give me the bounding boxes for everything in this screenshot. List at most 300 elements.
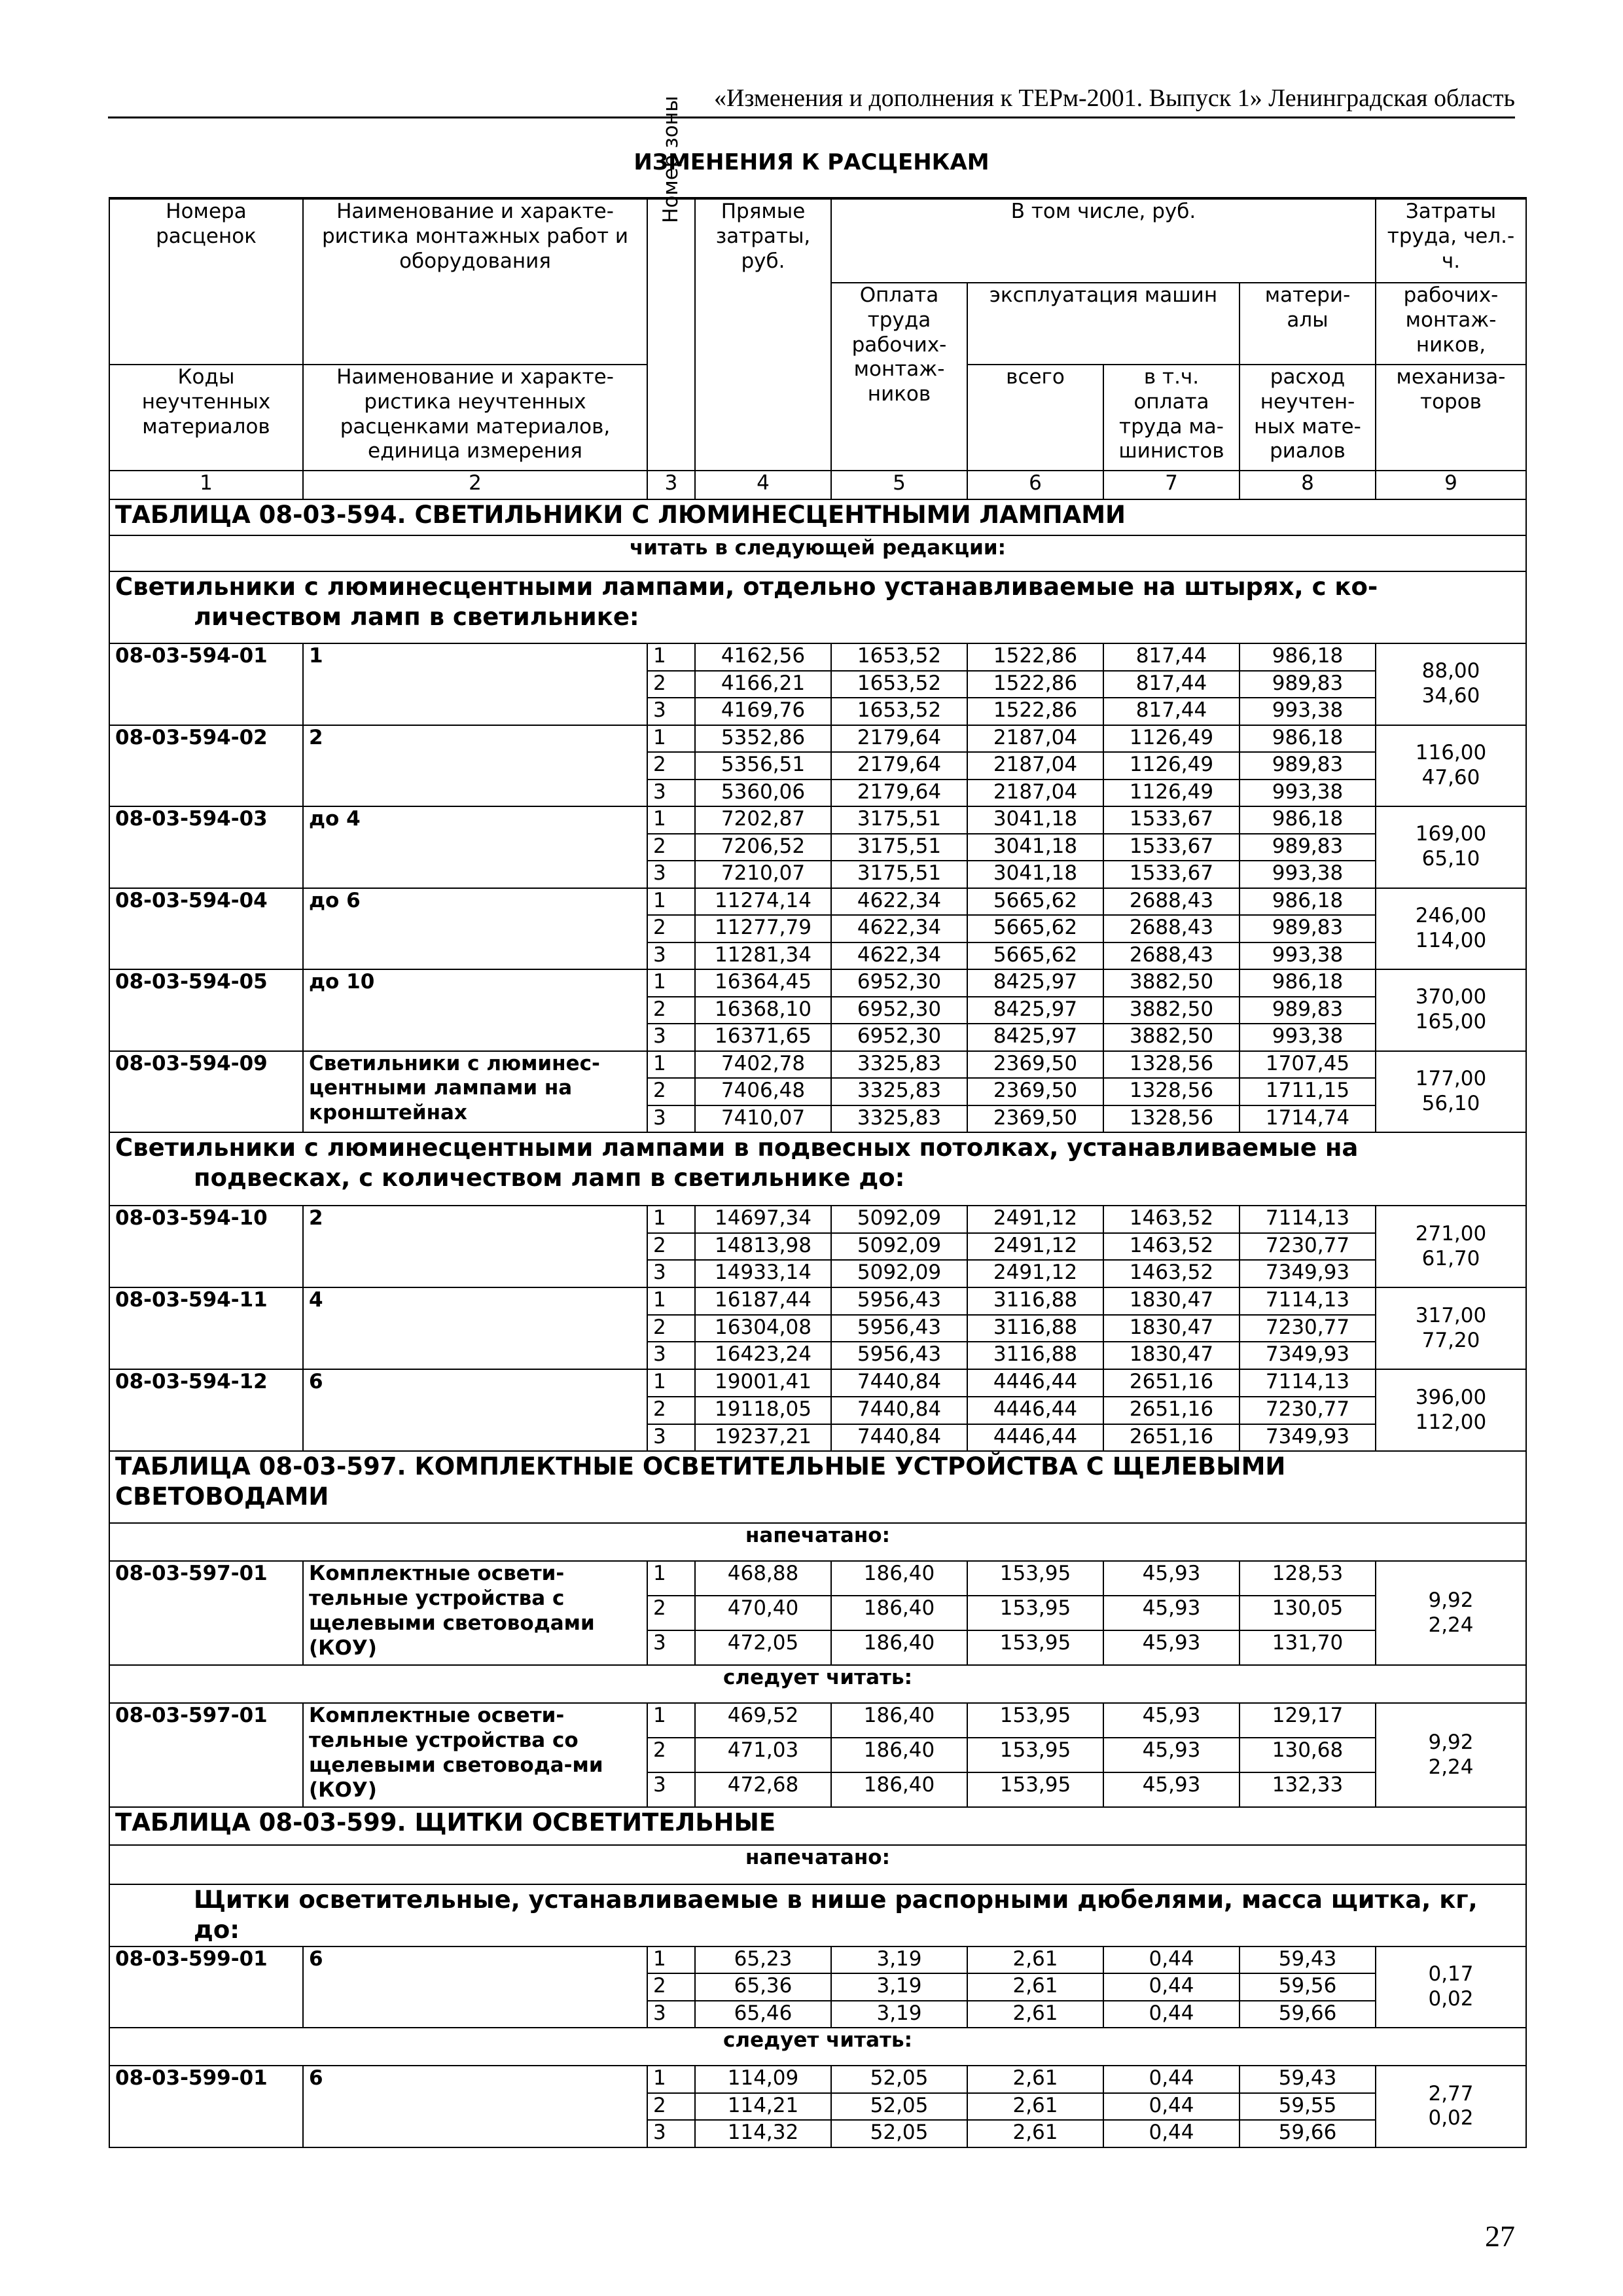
cost-direct: 19001,41	[695, 1369, 831, 1397]
labor-workers: 9,92	[1428, 1588, 1474, 1612]
cost-pay: 2179,64	[831, 752, 967, 780]
cost-pay: 3175,51	[831, 861, 967, 888]
work-name: 2	[303, 1206, 647, 1287]
cost-direct: 16364,45	[695, 969, 831, 997]
cost-pay: 52,05	[831, 2093, 967, 2121]
cost-mach: 5665,62	[967, 888, 1103, 916]
cost-pay: 3325,83	[831, 1051, 967, 1079]
rate-code: 08-03-597-01	[109, 1703, 303, 1807]
cost-direct: 16304,08	[695, 1315, 831, 1342]
cost-mpay: 817,44	[1103, 643, 1240, 671]
labor-workers: 271,00	[1415, 1221, 1487, 1246]
header-workers: рабочих-монтаж-ников,	[1376, 283, 1526, 365]
cost-mach: 153,95	[967, 1630, 1103, 1665]
cost-mach: 3041,18	[967, 806, 1103, 834]
table-row	[109, 1051, 1526, 1079]
cost-mpay: 0,44	[1103, 2093, 1240, 2121]
labor-workers: 9,92	[1428, 1730, 1474, 1754]
column-number: 6	[967, 471, 1103, 499]
cost-mat: 7114,13	[1240, 1369, 1376, 1397]
cost-mach: 3116,88	[967, 1287, 1103, 1315]
labor-workers: 88,00	[1421, 659, 1480, 683]
cost-mpay: 1126,49	[1103, 780, 1240, 807]
rate-code: 08-03-599-01	[109, 2066, 303, 2147]
table-row	[109, 1369, 1526, 1397]
cost-mach: 2,61	[967, 2066, 1103, 2093]
cost-mach: 1522,86	[967, 698, 1103, 725]
cost-mach: 2,61	[967, 2120, 1103, 2147]
labor-costs	[1376, 1206, 1526, 1287]
zone-number: 3	[647, 698, 695, 725]
cost-mach: 2187,04	[967, 725, 1103, 753]
cost-pay: 4622,34	[831, 942, 967, 970]
column-number: 1	[109, 471, 303, 499]
cost-direct: 16371,65	[695, 1024, 831, 1051]
header-rule	[108, 117, 1515, 118]
labor-mechanics: 112,00	[1415, 1410, 1487, 1434]
cost-mat: 989,83	[1240, 834, 1376, 861]
cost-pay: 7440,84	[831, 1424, 967, 1452]
zone-number: 1	[647, 1703, 695, 1738]
header-machines: эксплуатация машин	[967, 283, 1240, 365]
header-consumption: расход неучтен-ных мате-риалов	[1240, 365, 1376, 471]
table-row	[109, 806, 1526, 834]
zone-number: 3	[647, 1630, 695, 1665]
work-name: Светильники с люминес-центными лампами на кронштейнах	[303, 1051, 647, 1133]
cost-mat: 989,83	[1240, 997, 1376, 1024]
table-597-title-text: СВЕТОВОДАМИ	[115, 1482, 329, 1511]
zone-number: 1	[647, 888, 695, 916]
table-row	[109, 1946, 1526, 1974]
labor-costs	[1376, 725, 1526, 807]
cost-mach: 1522,86	[967, 643, 1103, 671]
column-number: 8	[1240, 471, 1376, 499]
cost-mpay: 2688,43	[1103, 888, 1240, 916]
labor-mechanics: 56,10	[1421, 1091, 1480, 1115]
rate-code: 08-03-594-11	[109, 1287, 303, 1369]
cost-mpay: 0,44	[1103, 2120, 1240, 2147]
labor-costs	[1376, 643, 1526, 725]
cost-pay: 3325,83	[831, 1078, 967, 1105]
cost-pay: 186,40	[831, 1561, 967, 1596]
cost-mach: 2187,04	[967, 780, 1103, 807]
cost-mpay: 1126,49	[1103, 752, 1240, 780]
cost-direct: 16368,10	[695, 997, 831, 1024]
cost-mat: 59,43	[1240, 1946, 1376, 1974]
zone-number: 2	[647, 1738, 695, 1772]
cost-mat: 7230,77	[1240, 1397, 1376, 1424]
zone-number: 2	[647, 2093, 695, 2121]
rate-code: 08-03-594-02	[109, 725, 303, 807]
table-594-note	[109, 535, 1526, 571]
cost-mpay: 1533,67	[1103, 861, 1240, 888]
cost-direct: 7402,78	[695, 1051, 831, 1079]
cost-pay: 5092,09	[831, 1260, 967, 1287]
cost-mach: 8425,97	[967, 1024, 1103, 1051]
cost-mach: 2,61	[967, 1946, 1103, 1974]
cost-mpay: 3882,50	[1103, 969, 1240, 997]
work-name: 4	[303, 1287, 647, 1369]
cost-mach: 1522,86	[967, 671, 1103, 698]
table-row	[109, 1287, 1526, 1315]
table-597-printed-text: напечатано:	[745, 1524, 890, 1548]
cost-direct: 4162,56	[695, 643, 831, 671]
column-number: 3	[647, 471, 695, 499]
cost-mach: 2,61	[967, 1973, 1103, 2001]
cost-mpay: 1533,67	[1103, 834, 1240, 861]
zone-number: 3	[647, 861, 695, 888]
cost-mach: 153,95	[967, 1772, 1103, 1807]
zone-number: 1	[647, 1287, 695, 1315]
labor-mechanics: 114,00	[1415, 928, 1487, 952]
table-594-note-text: читать в следующей редакции:	[630, 536, 1006, 560]
cost-mpay: 2688,43	[1103, 915, 1240, 942]
table-599-should-text: следует читать:	[723, 2028, 912, 2053]
zone-number: 2	[647, 671, 695, 698]
cost-mach: 2369,50	[967, 1078, 1103, 1105]
zone-number: 1	[647, 1561, 695, 1596]
cost-mpay: 45,93	[1103, 1561, 1240, 1596]
header-mechanics: механиза-торов	[1376, 365, 1526, 471]
cost-mat: 989,83	[1240, 671, 1376, 698]
labor-workers: 317,00	[1415, 1303, 1487, 1327]
cost-pay: 52,05	[831, 2066, 967, 2093]
cost-mat: 993,38	[1240, 861, 1376, 888]
header-total: всего	[967, 365, 1103, 471]
rate-code: 08-03-594-05	[109, 969, 303, 1051]
cost-direct: 7406,48	[695, 1078, 831, 1105]
cost-mat: 993,38	[1240, 698, 1376, 725]
table-599-title-text: ТАБЛИЦА 08-03-599. ЩИТКИ ОСВЕТИТЕЛЬНЫЕ	[115, 1808, 776, 1837]
cost-mpay: 1328,56	[1103, 1051, 1240, 1079]
column-number: 7	[1103, 471, 1240, 499]
zone-number: 3	[647, 1105, 695, 1133]
cost-mat: 986,18	[1240, 806, 1376, 834]
column-number: 4	[695, 471, 831, 499]
zone-number: 3	[647, 1424, 695, 1452]
cost-direct: 472,05	[695, 1630, 831, 1665]
cost-mpay: 0,44	[1103, 2001, 1240, 2028]
rate-code: 08-03-594-09	[109, 1051, 303, 1133]
cost-pay: 3,19	[831, 1946, 967, 1974]
cost-mat: 993,38	[1240, 780, 1376, 807]
cost-mach: 153,95	[967, 1738, 1103, 1772]
table-row	[109, 1206, 1526, 1233]
labor-costs	[1376, 1369, 1526, 1451]
cost-mach: 4446,44	[967, 1369, 1103, 1397]
zone-number: 2	[647, 752, 695, 780]
labor-costs	[1376, 1051, 1526, 1133]
cost-mach: 2,61	[967, 2093, 1103, 2121]
cost-mat: 993,38	[1240, 942, 1376, 970]
cost-pay: 52,05	[831, 2120, 967, 2147]
table-597-title	[109, 1451, 1526, 1523]
table-597-should	[109, 1665, 1526, 1703]
cost-direct: 471,03	[695, 1738, 831, 1772]
cost-pay: 1653,52	[831, 643, 967, 671]
labor-mechanics: 0,02	[1428, 2106, 1474, 2130]
zone-number: 2	[647, 915, 695, 942]
cost-mpay: 1830,47	[1103, 1287, 1240, 1315]
cost-mach: 2369,50	[967, 1105, 1103, 1133]
cost-direct: 7206,52	[695, 834, 831, 861]
cost-pay: 4622,34	[831, 888, 967, 916]
cost-direct: 5360,06	[695, 780, 831, 807]
cost-direct: 19118,05	[695, 1397, 831, 1424]
cost-pay: 6952,30	[831, 997, 967, 1024]
section-594-ceiling-text: Светильники с люминесцентными лампами в подвесных потолках, устанавливаемые на	[115, 1134, 1359, 1162]
cost-mat: 59,66	[1240, 2120, 1376, 2147]
cost-mpay: 1328,56	[1103, 1078, 1240, 1105]
header-zone: Номер зоны	[647, 199, 695, 471]
cost-mpay: 1830,47	[1103, 1342, 1240, 1369]
cost-pay: 3,19	[831, 1973, 967, 2001]
labor-mechanics: 47,60	[1421, 765, 1480, 789]
work-name: до 4	[303, 806, 647, 888]
work-name: 6	[303, 1946, 647, 2028]
header-name-unaccounted: Наименование и характе-ристика неучтенных расценками материалов, единица измерения	[303, 365, 647, 471]
zone-number: 1	[647, 806, 695, 834]
zone-number: 3	[647, 1772, 695, 1807]
labor-mechanics: 165,00	[1415, 1010, 1487, 1034]
section-599	[109, 1884, 1526, 1946]
labor-costs	[1376, 806, 1526, 888]
labor-costs	[1376, 2066, 1526, 2147]
cost-direct: 14933,14	[695, 1260, 831, 1287]
cost-mat: 1711,15	[1240, 1078, 1376, 1105]
section-599-text: Щитки осветительные, устанавливаемые в нише распорными дюбелями, масса щитка, кг, до:	[194, 1886, 1478, 1945]
cost-mat: 993,38	[1240, 1024, 1376, 1051]
cost-pay: 186,40	[831, 1772, 967, 1807]
cost-mach: 3041,18	[967, 834, 1103, 861]
cost-mat: 130,05	[1240, 1596, 1376, 1630]
cost-mach: 2491,12	[967, 1206, 1103, 1233]
cost-mat: 59,66	[1240, 2001, 1376, 2028]
cost-mpay: 1830,47	[1103, 1315, 1240, 1342]
zone-number: 3	[647, 2001, 695, 2028]
cost-mat: 7114,13	[1240, 1287, 1376, 1315]
labor-workers: 2,77	[1428, 2081, 1474, 2106]
table-597-title-text: ТАБЛИЦА 08-03-597. КОМПЛЕКТНЫЕ ОСВЕТИТЕЛЬНЫЕ УСТРОЙСТВА С ЩЕЛЕВЫМИ	[115, 1452, 1286, 1481]
cost-mat: 7349,93	[1240, 1260, 1376, 1287]
cost-pay: 186,40	[831, 1738, 967, 1772]
cost-mach: 3116,88	[967, 1315, 1103, 1342]
cost-direct: 65,46	[695, 2001, 831, 2028]
cost-mach: 153,95	[967, 1561, 1103, 1596]
cost-direct: 4166,21	[695, 671, 831, 698]
page-number: 27	[1485, 2219, 1515, 2253]
cost-direct: 65,23	[695, 1946, 831, 1974]
header-materials: матери-алы	[1240, 283, 1376, 365]
labor-mechanics: 34,60	[1421, 684, 1480, 708]
rate-code: 08-03-594-03	[109, 806, 303, 888]
zone-number: 3	[647, 2120, 695, 2147]
labor-mechanics: 77,20	[1421, 1328, 1480, 1352]
cost-mpay: 817,44	[1103, 698, 1240, 725]
cost-mach: 5665,62	[967, 915, 1103, 942]
cost-direct: 16423,24	[695, 1342, 831, 1369]
cost-mat: 7230,77	[1240, 1233, 1376, 1261]
header-work-name: Наименование и характе-ристика монтажных работ и оборудования	[303, 199, 647, 365]
zone-number: 3	[647, 1024, 695, 1051]
cost-pay: 5092,09	[831, 1206, 967, 1233]
zone-number: 2	[647, 1078, 695, 1105]
header-including: В том числе, руб.	[831, 199, 1376, 283]
cost-pay: 186,40	[831, 1703, 967, 1738]
header-machinist-pay: в т.ч. оплата труда ма-шинистов	[1103, 365, 1240, 471]
cost-pay: 3,19	[831, 2001, 967, 2028]
cost-mach: 153,95	[967, 1703, 1103, 1738]
zone-number: 2	[647, 1973, 695, 2001]
section-594-ceiling-text: подвесках, с количеством ламп в светильнике до:	[194, 1164, 905, 1193]
cost-mach: 3041,18	[967, 861, 1103, 888]
labor-workers: 246,00	[1415, 903, 1487, 927]
labor-costs	[1376, 1287, 1526, 1369]
header-codes: Коды неучтенных материалов	[109, 365, 303, 471]
cost-mat: 130,68	[1240, 1738, 1376, 1772]
cost-mach: 2187,04	[967, 752, 1103, 780]
zone-number: 1	[647, 1051, 695, 1079]
section-594-pin-text: Светильники с люминесцентными лампами, отдельно устанавливаемые на штырях, с ко-	[115, 573, 1378, 601]
cost-mach: 8425,97	[967, 969, 1103, 997]
cost-mach: 2369,50	[967, 1051, 1103, 1079]
cost-pay: 5956,43	[831, 1342, 967, 1369]
cost-pay: 7440,84	[831, 1397, 967, 1424]
cost-direct: 65,36	[695, 1973, 831, 2001]
cost-pay: 2179,64	[831, 725, 967, 753]
cost-direct: 16187,44	[695, 1287, 831, 1315]
cost-direct: 19237,21	[695, 1424, 831, 1452]
cost-direct: 14813,98	[695, 1233, 831, 1261]
cost-mach: 2491,12	[967, 1260, 1103, 1287]
table-597-printed	[109, 1523, 1526, 1561]
table-row	[109, 1703, 1526, 1738]
header-pay: Оплата труда рабочих-монтаж-ников	[831, 283, 967, 471]
cost-mach: 5665,62	[967, 942, 1103, 970]
zone-number: 1	[647, 2066, 695, 2093]
table-594-title-text: ТАБЛИЦА 08-03-594. СВЕТИЛЬНИКИ С ЛЮМИНЕСЦЕНТНЫМИ ЛАМПАМИ	[115, 501, 1126, 529]
zone-number: 2	[647, 1596, 695, 1630]
cost-mpay: 0,44	[1103, 1973, 1240, 2001]
table-599-printed	[109, 1845, 1526, 1884]
work-name: до 10	[303, 969, 647, 1051]
cost-pay: 6952,30	[831, 969, 967, 997]
labor-mechanics: 2,24	[1428, 1613, 1474, 1637]
table-599-should	[109, 2028, 1526, 2066]
cost-mat: 59,43	[1240, 2066, 1376, 2093]
labor-costs	[1376, 1703, 1526, 1807]
cost-mpay: 1328,56	[1103, 1105, 1240, 1133]
cost-mpay: 3882,50	[1103, 1024, 1240, 1051]
work-name: 2	[303, 725, 647, 807]
zone-number: 3	[647, 942, 695, 970]
zone-number: 1	[647, 1206, 695, 1233]
section-594-pin-text: личеством ламп в светильнике:	[194, 603, 639, 632]
cost-mat: 128,53	[1240, 1561, 1376, 1596]
cost-mpay: 1463,52	[1103, 1233, 1240, 1261]
cost-mpay: 2688,43	[1103, 942, 1240, 970]
labor-mechanics: 61,70	[1421, 1246, 1480, 1270]
labor-costs	[1376, 888, 1526, 970]
labor-workers: 116,00	[1415, 740, 1487, 764]
cost-pay: 5956,43	[831, 1315, 967, 1342]
cost-pay: 186,40	[831, 1630, 967, 1665]
section-594-pin	[109, 571, 1526, 643]
cost-direct: 114,09	[695, 2066, 831, 2093]
cost-mat: 989,83	[1240, 915, 1376, 942]
cost-mat: 7114,13	[1240, 1206, 1376, 1233]
labor-costs	[1376, 1946, 1526, 2028]
cost-mach: 2491,12	[967, 1233, 1103, 1261]
work-name: Комплектные освети-тельные устройства со щелевыми световода-ми (КОУ)	[303, 1703, 647, 1807]
cost-direct: 7410,07	[695, 1105, 831, 1133]
cost-mat: 59,55	[1240, 2093, 1376, 2121]
work-name: 1	[303, 643, 647, 725]
cost-mat: 7349,93	[1240, 1424, 1376, 1452]
cost-mach: 2,61	[967, 2001, 1103, 2028]
cost-mach: 4446,44	[967, 1397, 1103, 1424]
table-row	[109, 643, 1526, 671]
cost-mpay: 1463,52	[1103, 1206, 1240, 1233]
cost-pay: 3175,51	[831, 834, 967, 861]
cost-mat: 7230,77	[1240, 1315, 1376, 1342]
zone-number: 3	[647, 1260, 695, 1287]
table-597-should-text: следует читать:	[723, 1666, 912, 1690]
rate-code: 08-03-594-10	[109, 1206, 303, 1287]
zone-number: 3	[647, 1342, 695, 1369]
work-name: Комплектные освети-тельные устройства с щелевыми световодами (КОУ)	[303, 1561, 647, 1665]
zone-number: 1	[647, 969, 695, 997]
zone-number: 2	[647, 834, 695, 861]
zone-number: 3	[647, 780, 695, 807]
labor-mechanics: 2,24	[1428, 1755, 1474, 1779]
cost-pay: 5092,09	[831, 1233, 967, 1261]
cost-mat: 132,33	[1240, 1772, 1376, 1807]
cost-mat: 7349,93	[1240, 1342, 1376, 1369]
table-row	[109, 1561, 1526, 1596]
cost-mach: 3116,88	[967, 1342, 1103, 1369]
cost-mach: 153,95	[967, 1596, 1103, 1630]
cost-mpay: 1126,49	[1103, 725, 1240, 753]
cost-mach: 4446,44	[967, 1424, 1103, 1452]
cost-mpay: 45,93	[1103, 1703, 1240, 1738]
cost-direct: 114,21	[695, 2093, 831, 2121]
zone-number: 2	[647, 1233, 695, 1261]
work-name: 6	[303, 2066, 647, 2147]
cost-mpay: 1463,52	[1103, 1260, 1240, 1287]
work-name: 6	[303, 1369, 647, 1451]
cost-direct: 11281,34	[695, 942, 831, 970]
column-number: 2	[303, 471, 647, 499]
rate-code: 08-03-594-04	[109, 888, 303, 970]
table-row	[109, 969, 1526, 997]
cost-direct: 11274,14	[695, 888, 831, 916]
table-row	[109, 2066, 1526, 2093]
cost-mpay: 45,93	[1103, 1630, 1240, 1665]
rate-code: 08-03-597-01	[109, 1561, 303, 1665]
table-594-title	[109, 499, 1526, 535]
cost-pay: 3325,83	[831, 1105, 967, 1133]
cost-pay: 1653,52	[831, 671, 967, 698]
cost-mat: 986,18	[1240, 725, 1376, 753]
rate-code: 08-03-594-12	[109, 1369, 303, 1451]
labor-workers: 370,00	[1415, 985, 1487, 1009]
cost-direct: 472,68	[695, 1772, 831, 1807]
section-594-ceiling	[109, 1132, 1526, 1206]
cost-mat: 1707,45	[1240, 1051, 1376, 1079]
zone-number: 1	[647, 1369, 695, 1397]
cost-mpay: 2651,16	[1103, 1397, 1240, 1424]
